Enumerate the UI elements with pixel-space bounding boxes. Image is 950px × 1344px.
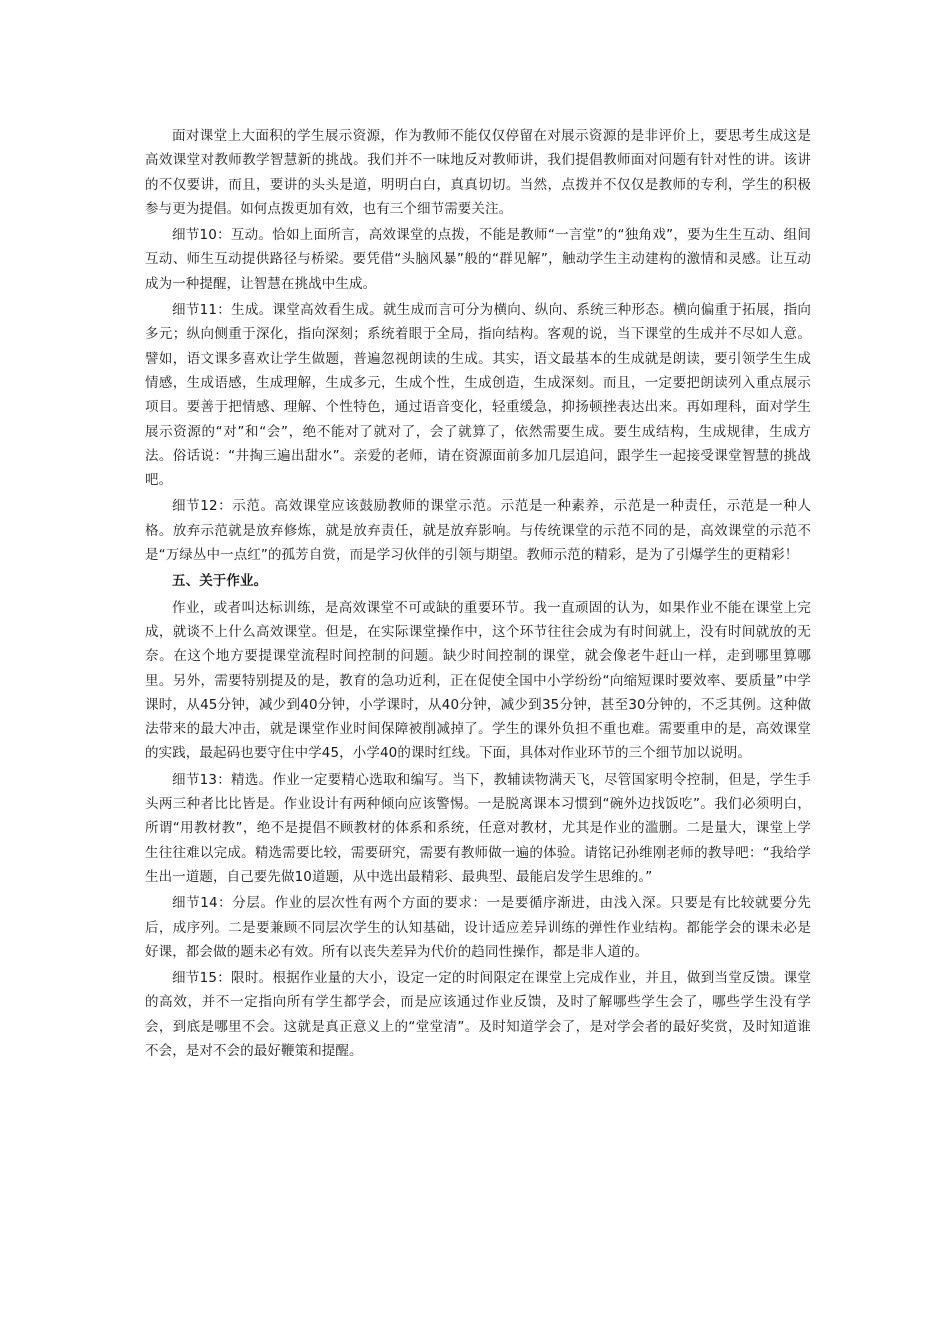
paragraph-detail-12: 细节12：示范。高效课堂应该鼓励教师的课堂示范。示范是一种素养，示范是一种责任，示范是一种人格。放弃示范就是放弃修炼，就是放弃责任，就是放弃影响。与传统课堂的示范不同的是，高效课堂的示范不是“万绿丛中一点红”的孤芳自赏，而是学习伙伴的引领与期望。教师示范的精彩，是为了引爆学生的更精彩！ <box>145 498 811 564</box>
section-heading-homework: 五、关于作业。 <box>172 573 268 590</box>
paragraph-intro: 面对课堂上大面积的学生展示资源，作为教师不能仅仅停留在对展示资源的是非评价上，要思考生成这是高效课堂对教师教学智慧新的挑战。我们并不一味地反对教师讲，我们提倡教师面对问题有针对性的讲。该讲的不仅要讲，而且，要讲的头头是道，明明白白，真真切切。当然，点拨并不仅仅是教师的专利，学生的积极参与更为提倡。如何点拨更加有效，也有三个细节需要关注。 <box>145 128 811 217</box>
paragraph-detail-14: 细节14：分层。作业的层次性有两个方面的要求：一是要循序渐进，由浅入深。只要是有比较就要分先后，成序列。二是要兼顾不同层次学生的认知基础，设计适应差异训练的弹性作业结构。都能学会的课未必是好课，都会做的题未必有效。所有以丧失差异为代价的趋同性操作，都是非人道的。 <box>145 895 811 960</box>
paragraph-detail-15: 细节15：限时。根据作业量的大小，设定一定的时间限定在课堂上完成作业，并且，做到当堂反馈。课堂的高效，并不一定指向所有学生都学会，而是应该通过作业反馈，及时了解哪些学生会了，哪些学生没有学会，到底是哪里不会。这就是真正意义上的“堂堂清”。及时知道学会了，是对学会者的最好奖赏，及时知道谁不会，是对不会的最好鞭策和提醒。 <box>145 970 811 1059</box>
document-page <box>145 124 811 1065</box>
paragraph-detail-11: 细节11：生成。课堂高效看生成。就生成而言可分为横向、纵向、系统三种形态。横向偏重于拓展，指向多元；纵向侧重于深化，指向深刻；系统着眼于全局，指向结构。客观的说，当下课堂的生成并不尽如人意。譬如，语文课多喜欢让学生做题，普遍忽视朗读的生成。其实，语文最基本的生成就是朗读，要引领学生生成情感，生成语感，生成理解，生成多元，生成个性，生成创造，生成深刻。而且，一定要把朗读列入重点展示项目。要善于把情感、理解、个性特色，通过语音变化，轻重缓急，抑扬顿挫表达出来。再如理科，面对学生展示资源的“对”和“会”，绝不能对了就对了，会了就算了，依然需要生成。要生成结构，生成规律，生成方法。俗话说：“井掏三遍出甜水”。亲爱的老师，请在资源面前多加几层追问，跟学生一起接受课堂智慧的挑战吧。 <box>145 302 811 489</box>
paragraph-homework-intro: 作业，或者叫达标训练，是高效课堂不可或缺的重要环节。我一直顽固的认为，如果作业不能在课堂上完成，就谈不上什么高效课堂。但是，在实际课堂操作中，这个环节往往会成为有时间就上，没有时间就放的无奈。在这个地方要提课堂流程时间控制的问题。缺少时间控制的课堂，就会像老牛赶山一样，走到哪里算哪里。另外，需要特别提及的是，教育的急功近利，正在促使全国中小学纷纷“向缩短课时要效率、要质量”中学课时，从45分钟，减少到40分钟，小学课时，从40分钟，减少到35分钟，甚至30分钟的，不乏其例。这种做法带来的最大冲击，就是课堂作业时间保障被削减掉了。学生的课外负担不重也难。需要重申的是，高效课堂的实践，最起码也要守住中学45，小学40的课时红线。下面，具体对作业环节的三个细节加以说明。 <box>145 599 811 762</box>
paragraph-detail-13: 细节13：精选。作业一定要精心选取和编写。当下，教辅读物满天飞，尽管国家明令控制，但是，学生手头两三种者比比皆是。作业设计有两种倾向应该警惕。一是脱离课本习惯到“碗外边找饭吃”。我们必须明白，所谓“用教材教”，绝不是提倡不顾教材的体系和系统，任意对教材，尤其是作业的滥删。二是量大，课堂上学生往往难以完成。精选需要比较，需要研究，需要有教师做一遍的体验。请铭记孙维刚老师的教导吧：“我给学生出一道题，自己要先做10道题，从中选出最精彩、最典型、最能启发学生思维的。” <box>145 771 811 885</box>
paragraph-detail-10: 细节10：互动。恰如上面所言，高效课堂的点拨，不能是教师“一言堂”的“独角戏”，要为生生互动、组间互动、师生互动提供路径与桥梁。要凭借“头脑风暴”般的“群见解”，触动学生主动建构的激情和灵感。让互动成为一种提醒，让智慧在挑战中生成。 <box>145 227 811 292</box>
